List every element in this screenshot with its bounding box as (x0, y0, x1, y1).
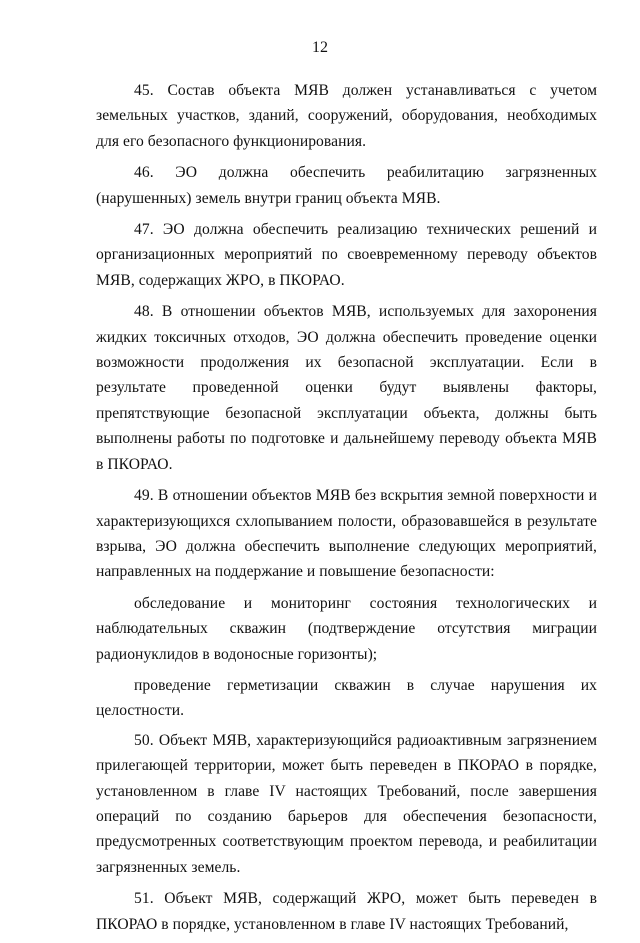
paragraph-49: 49. В отношении объектов МЯВ без вскрытия земной поверхности и характеризующихся схлопыванием полости, образовавшейся в результате взрыва, ЭО должна обеспечить выполнение следующих мероприятий, направленных на поддержание и повышение безопасности: (96, 487, 597, 581)
paragraph-46: 46. ЭО должна обеспечить реабилитацию загрязненных (нарушенных) земель внутри границ объекта МЯВ. (96, 164, 597, 207)
paragraph-50: 50. Объект МЯВ, характеризующийся радиоактивным загрязнением прилегающей территории, может быть переведен в ПКОРАО в порядке, установленном в главе IV настоящих Требований, после завершения операций по созданию барьеров для обеспечения безопасности, предусмотренных соответствующим проектом перевода, и реабилитации загрязненных земель. (96, 731, 597, 876)
paragraph-51: 51. Объект МЯВ, содержащий ЖРО, может быть переведен в ПКОРАО в порядке, установленном в главе IV настоящих Требований, (96, 890, 597, 933)
list-item-survey-monitoring: обследование и мониторинг состояния технологических и наблюдательных скважин (подтверждение отсутствия миграции радионуклидов в водоносные горизонты); (96, 594, 597, 663)
paragraph-48: 48. В отношении объектов МЯВ, используемых для захоронения жидких токсичных отходов, ЭО должна обеспечить проведение оценки возможности продолжения их безопасной эксплуатации. Если в результате проведенной оценки будут выявлены факторы, препятствующие безопасной эксплуатации объекта, должны быть выполнены работы по подготовке и дальнейшему переводу объекта МЯВ в ПКОРАО. (96, 303, 597, 473)
document-body (96, 78, 597, 943)
paragraph-47: 47. ЭО должна обеспечить реализацию технических решений и организационных мероприятий по своевременному переводу объектов МЯВ, содержащих ЖРО, в ПКОРАО. (96, 221, 597, 289)
list-item-sealing-wells: проведение герметизации скважин в случае нарушения их целостности. (96, 676, 597, 720)
page-number: 12 (312, 39, 328, 56)
paragraph-45: 45. Состав объекта МЯВ должен устанавливаться с учетом земельных участков, зданий, сооружений, оборудования, необходимых для его безопасного функционирования. (96, 82, 597, 150)
